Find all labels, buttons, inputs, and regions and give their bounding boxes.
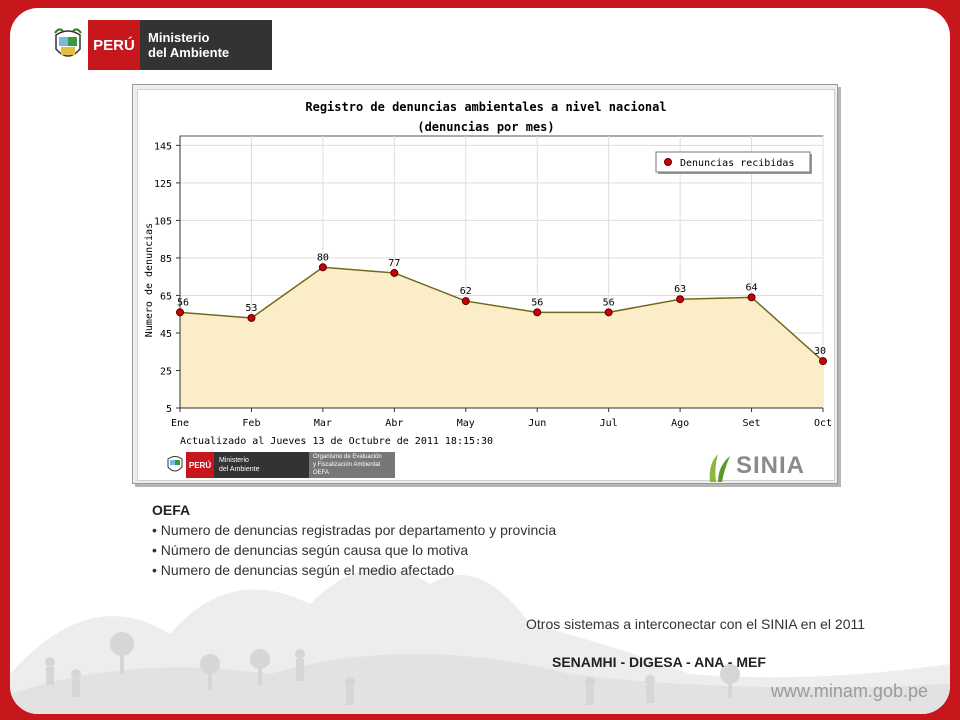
coat-of-arms-small-icon	[164, 452, 186, 478]
ministry-line-1: Ministerio	[148, 30, 210, 45]
legend-label: Denuncias recibidas	[680, 158, 795, 169]
oefa-heading: OEFA	[152, 502, 191, 518]
ministry-name	[140, 20, 272, 70]
oefa-agency-line-1: Organismo de Evaluación	[313, 454, 382, 460]
data-label: 77	[388, 257, 401, 269]
ministry-logo	[48, 20, 272, 70]
bullet-item: • Número de denuncias según causa que lo motiva	[152, 542, 469, 558]
chart-inner	[137, 89, 835, 481]
ministry-line-2: del Ambiente	[148, 45, 230, 60]
oefa-ministry-line-2: del Ambiente	[219, 466, 260, 473]
x-tick-label: Jun	[528, 418, 547, 429]
x-tick-label: Feb	[242, 418, 261, 429]
sinia-wordmark: SINIA	[736, 452, 806, 479]
y-tick-label: 85	[159, 253, 172, 265]
sinia-logo	[706, 448, 805, 484]
data-label: 63	[674, 284, 687, 296]
legend-marker	[665, 159, 672, 166]
systems-list: SENAMHI - DIGESA - ANA - MEF	[552, 654, 766, 670]
chart-subtitle: (denuncias por mes)	[417, 120, 555, 134]
data-label: 80	[316, 252, 329, 264]
y-axis-label: Numero de denuncias	[144, 222, 155, 338]
x-tick-label: Ene	[170, 418, 190, 429]
data-point	[462, 298, 469, 305]
data-point	[605, 309, 612, 316]
slide	[10, 8, 950, 714]
coat-of-arms-icon	[48, 20, 88, 70]
data-point	[177, 309, 184, 316]
sinia-leaf-icon	[706, 448, 736, 484]
data-point	[748, 294, 755, 301]
x-tick-label: Set	[742, 418, 761, 429]
chart-plot	[138, 90, 834, 430]
data-point	[248, 314, 255, 321]
x-tick-label: Ago	[671, 418, 690, 429]
oefa-agency-line-2: y Fiscalización Ambiental	[313, 462, 381, 468]
y-tick-label: 5	[165, 404, 172, 415]
y-tick-label: 65	[159, 291, 172, 303]
chart-panel	[132, 84, 838, 484]
x-tick-label: Oct	[813, 418, 833, 429]
oefa-logo	[164, 452, 395, 478]
data-label: 53	[245, 302, 258, 314]
data-label: 62	[459, 286, 472, 298]
data-label: 64	[745, 282, 758, 294]
x-tick-label: Abr	[385, 418, 404, 429]
data-label: 56	[176, 297, 190, 309]
oefa-agency-box	[309, 452, 395, 478]
peru-label: PERÚ	[88, 20, 140, 70]
data-label: 56	[531, 297, 544, 309]
data-point	[534, 309, 541, 316]
x-tick-label: Mar	[313, 418, 332, 429]
oefa-peru-label: PERÚ	[186, 452, 214, 478]
oefa-ministry-line-1: Ministerio	[219, 457, 249, 464]
y-tick-label: 105	[153, 216, 172, 228]
oefa-agency-line-3: OEFA	[313, 470, 330, 476]
bullet-item: • Numero de denuncias según el medio afectado	[152, 562, 455, 578]
other-systems-text: Otros sistemas a interconectar con el SINIA en el 2011	[526, 616, 866, 632]
data-label: 30	[813, 346, 827, 358]
data-point	[391, 269, 398, 276]
x-tick-label: May	[456, 418, 475, 429]
data-point	[820, 358, 827, 365]
y-tick-label: 45	[159, 328, 172, 340]
y-tick-label: 25	[159, 366, 172, 378]
data-label: 56	[602, 297, 615, 309]
updated-timestamp: Actualizado al Jueves 13 de Octubre de 2011 18:15:30	[180, 436, 494, 447]
data-point	[677, 296, 684, 303]
chart-title: Registro de denuncias ambientales a nivel nacional	[305, 100, 667, 114]
data-point	[319, 264, 326, 271]
website-url: www.minam.gob.pe	[770, 681, 928, 701]
oefa-ministry-box	[214, 452, 309, 478]
y-tick-label: 125	[153, 178, 172, 190]
y-tick-label: 145	[153, 141, 172, 153]
bullet-item: • Numero de denuncias registradas por departamento y provincia	[152, 522, 557, 538]
x-tick-label: Jul	[599, 418, 618, 429]
